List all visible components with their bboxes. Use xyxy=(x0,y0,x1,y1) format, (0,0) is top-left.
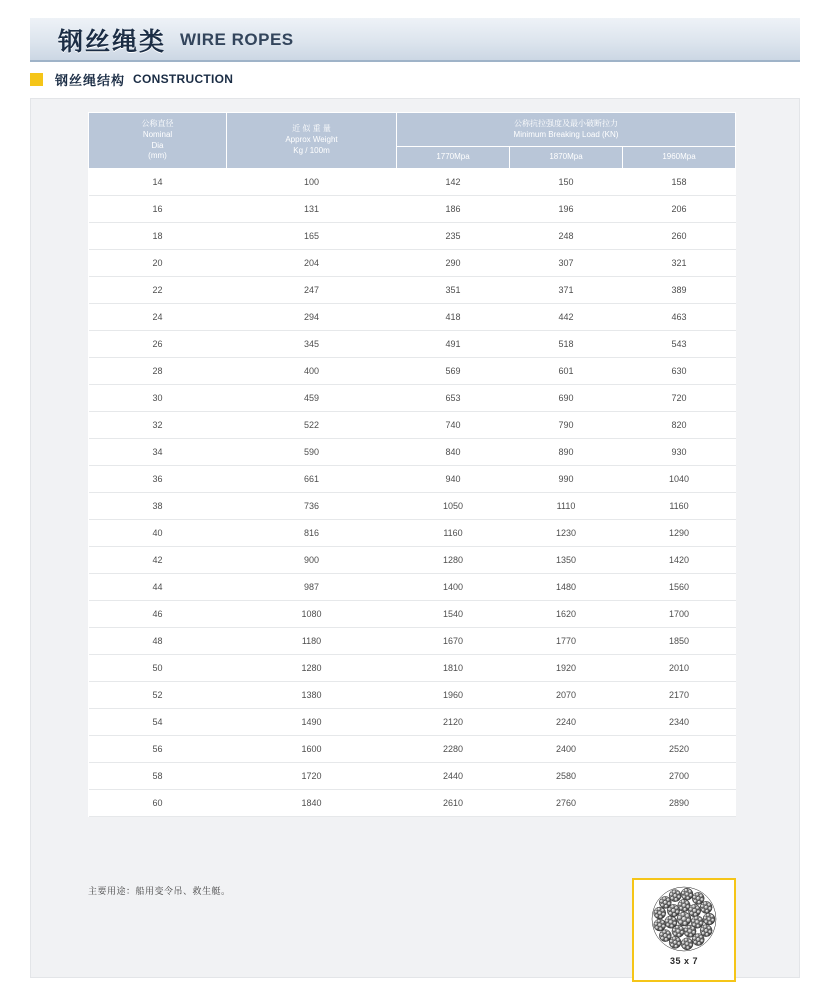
table-cell: 1540 xyxy=(397,601,510,628)
table-cell: 1810 xyxy=(397,655,510,682)
table-cell: 2700 xyxy=(623,763,736,790)
bullet-square-icon xyxy=(30,73,43,86)
header-nominal-dia-unit: (mm) xyxy=(148,151,167,161)
table-cell: 1700 xyxy=(623,601,736,628)
table-cell: 58 xyxy=(89,763,227,790)
table-cell: 150 xyxy=(510,169,623,196)
table-cell: 2520 xyxy=(623,736,736,763)
table-row xyxy=(89,493,736,520)
table-cell: 900 xyxy=(227,547,397,574)
table-cell: 28 xyxy=(89,358,227,385)
table-row xyxy=(89,682,736,709)
header-1870mpa: 1870Mpa xyxy=(510,147,623,169)
spec-table-container xyxy=(88,112,736,817)
table-row xyxy=(89,466,736,493)
table-cell: 1160 xyxy=(623,493,736,520)
table-cell: 165 xyxy=(227,223,397,250)
table-row xyxy=(89,736,736,763)
table-cell: 204 xyxy=(227,250,397,277)
table-cell: 38 xyxy=(89,493,227,520)
table-cell: 2120 xyxy=(397,709,510,736)
table-cell: 142 xyxy=(397,169,510,196)
table-cell: 26 xyxy=(89,331,227,358)
table-cell: 2170 xyxy=(623,682,736,709)
table-cell: 720 xyxy=(623,385,736,412)
table-row xyxy=(89,385,736,412)
rope-caption: 35 x 7 xyxy=(669,956,699,966)
table-cell: 260 xyxy=(623,223,736,250)
table-cell: 34 xyxy=(89,439,227,466)
table-cell: 2610 xyxy=(397,790,510,817)
header-breaking-load-cn: 公称抗拉强度及最小破断拉力 xyxy=(514,118,618,128)
table-row xyxy=(89,412,736,439)
table-cell: 345 xyxy=(227,331,397,358)
table-cell: 1490 xyxy=(227,709,397,736)
table-cell: 522 xyxy=(227,412,397,439)
page-title-en: WIRE ROPES xyxy=(180,30,294,49)
table-cell: 351 xyxy=(397,277,510,304)
table-cell: 1480 xyxy=(510,574,623,601)
table-row xyxy=(89,250,736,277)
table-row xyxy=(89,547,736,574)
table-cell: 1420 xyxy=(623,547,736,574)
header-breaking-load-group xyxy=(397,113,736,147)
table-cell: 20 xyxy=(89,250,227,277)
table-row xyxy=(89,169,736,196)
table-cell: 100 xyxy=(227,169,397,196)
table-header-row-1 xyxy=(89,113,736,147)
table-cell: 459 xyxy=(227,385,397,412)
page-header xyxy=(30,18,800,62)
table-row xyxy=(89,304,736,331)
table-cell: 840 xyxy=(397,439,510,466)
table-cell: 2890 xyxy=(623,790,736,817)
table-cell: 36 xyxy=(89,466,227,493)
table-cell: 60 xyxy=(89,790,227,817)
header-approx-weight-en: Approx Weight xyxy=(285,135,338,145)
table-cell: 1670 xyxy=(397,628,510,655)
table-cell: 206 xyxy=(623,196,736,223)
spec-table xyxy=(88,112,736,817)
table-cell: 418 xyxy=(397,304,510,331)
table-row xyxy=(89,628,736,655)
table-cell: 294 xyxy=(227,304,397,331)
table-row xyxy=(89,196,736,223)
table-cell: 371 xyxy=(510,277,623,304)
table-cell: 16 xyxy=(89,196,227,223)
table-cell: 1180 xyxy=(227,628,397,655)
table-row xyxy=(89,439,736,466)
table-cell: 14 xyxy=(89,169,227,196)
table-cell: 400 xyxy=(227,358,397,385)
table-row xyxy=(89,358,736,385)
table-row xyxy=(89,520,736,547)
table-row xyxy=(89,331,736,358)
table-cell: 890 xyxy=(510,439,623,466)
table-cell: 518 xyxy=(510,331,623,358)
table-cell: 247 xyxy=(227,277,397,304)
table-cell: 389 xyxy=(623,277,736,304)
table-row xyxy=(89,223,736,250)
table-row xyxy=(89,574,736,601)
table-cell: 44 xyxy=(89,574,227,601)
table-cell: 1290 xyxy=(623,520,736,547)
table-cell: 816 xyxy=(227,520,397,547)
table-cell: 630 xyxy=(623,358,736,385)
header-1770mpa: 1770Mpa xyxy=(397,147,510,169)
table-cell: 131 xyxy=(227,196,397,223)
table-row xyxy=(89,763,736,790)
table-cell: 2760 xyxy=(510,790,623,817)
table-cell: 1280 xyxy=(227,655,397,682)
page-title-cn: 钢丝绳类 xyxy=(58,27,167,56)
table-cell: 24 xyxy=(89,304,227,331)
table-cell: 1920 xyxy=(510,655,623,682)
table-cell: 50 xyxy=(89,655,227,682)
table-row xyxy=(89,790,736,817)
table-cell: 590 xyxy=(227,439,397,466)
table-cell: 22 xyxy=(89,277,227,304)
table-cell: 1110 xyxy=(510,493,623,520)
table-cell: 740 xyxy=(397,412,510,439)
table-body xyxy=(89,169,736,817)
table-cell: 1040 xyxy=(623,466,736,493)
table-cell: 56 xyxy=(89,736,227,763)
table-cell: 543 xyxy=(623,331,736,358)
table-cell: 1850 xyxy=(623,628,736,655)
table-cell: 235 xyxy=(397,223,510,250)
header-nominal-dia-cn: 公称直径 xyxy=(141,118,174,128)
table-cell: 46 xyxy=(89,601,227,628)
table-cell: 1620 xyxy=(510,601,623,628)
table-cell: 2340 xyxy=(623,709,736,736)
table-cell: 248 xyxy=(510,223,623,250)
table-cell: 987 xyxy=(227,574,397,601)
section-title-en: CONSTRUCTION xyxy=(133,72,234,86)
table-cell: 653 xyxy=(397,385,510,412)
table-cell: 196 xyxy=(510,196,623,223)
table-cell: 1350 xyxy=(510,547,623,574)
rope-diagram-box xyxy=(632,878,736,982)
table-cell: 1400 xyxy=(397,574,510,601)
table-cell: 158 xyxy=(623,169,736,196)
table-cell: 661 xyxy=(227,466,397,493)
section-heading xyxy=(30,68,233,90)
table-cell: 1770 xyxy=(510,628,623,655)
table-cell: 601 xyxy=(510,358,623,385)
table-row xyxy=(89,709,736,736)
table-cell: 54 xyxy=(89,709,227,736)
table-cell: 820 xyxy=(623,412,736,439)
table-cell: 2580 xyxy=(510,763,623,790)
table-cell: 1720 xyxy=(227,763,397,790)
table-cell: 930 xyxy=(623,439,736,466)
table-cell: 30 xyxy=(89,385,227,412)
header-1960mpa: 1960Mpa xyxy=(623,147,736,169)
table-cell: 2280 xyxy=(397,736,510,763)
header-approx-weight-cn: 近 似 重 量 xyxy=(292,124,331,134)
table-cell: 2010 xyxy=(623,655,736,682)
table-cell: 1840 xyxy=(227,790,397,817)
table-cell: 48 xyxy=(89,628,227,655)
table-cell: 2400 xyxy=(510,736,623,763)
table-head xyxy=(89,113,736,169)
header-nominal-dia-en2: Dia xyxy=(151,140,164,150)
table-row xyxy=(89,277,736,304)
table-cell: 1050 xyxy=(397,493,510,520)
header-breaking-load-en: Minimum Breaking Load (KN) xyxy=(513,129,619,139)
table-cell: 1160 xyxy=(397,520,510,547)
table-cell: 1960 xyxy=(397,682,510,709)
header-nominal-dia xyxy=(89,113,227,169)
table-cell: 1380 xyxy=(227,682,397,709)
table-row xyxy=(89,655,736,682)
table-cell: 990 xyxy=(510,466,623,493)
table-cell: 52 xyxy=(89,682,227,709)
table-cell: 1600 xyxy=(227,736,397,763)
table-cell: 186 xyxy=(397,196,510,223)
table-cell: 2070 xyxy=(510,682,623,709)
rope-svg xyxy=(648,885,720,953)
table-cell: 790 xyxy=(510,412,623,439)
header-nominal-dia-en1: Nominal xyxy=(142,129,173,139)
table-cell: 1560 xyxy=(623,574,736,601)
section-title-cn: 钢丝绳结构 xyxy=(55,73,126,89)
table-cell: 463 xyxy=(623,304,736,331)
header-approx-weight xyxy=(227,113,397,169)
table-cell: 940 xyxy=(397,466,510,493)
table-cell: 42 xyxy=(89,547,227,574)
table-cell: 690 xyxy=(510,385,623,412)
table-cell: 40 xyxy=(89,520,227,547)
table-cell: 1080 xyxy=(227,601,397,628)
table-cell: 321 xyxy=(623,250,736,277)
table-cell: 442 xyxy=(510,304,623,331)
table-cell: 32 xyxy=(89,412,227,439)
table-cell: 290 xyxy=(397,250,510,277)
table-cell: 1280 xyxy=(397,547,510,574)
table-cell: 736 xyxy=(227,493,397,520)
table-cell: 2240 xyxy=(510,709,623,736)
table-cell: 2440 xyxy=(397,763,510,790)
usage-note: 主要用途：船用变令吊、救生艇。 xyxy=(88,887,231,897)
wire-rope-cross-section-icon xyxy=(634,880,734,954)
table-cell: 307 xyxy=(510,250,623,277)
table-row xyxy=(89,601,736,628)
table-cell: 491 xyxy=(397,331,510,358)
header-approx-weight-unit: Kg / 100m xyxy=(293,145,330,155)
table-cell: 569 xyxy=(397,358,510,385)
table-cell: 18 xyxy=(89,223,227,250)
table-cell: 1230 xyxy=(510,520,623,547)
